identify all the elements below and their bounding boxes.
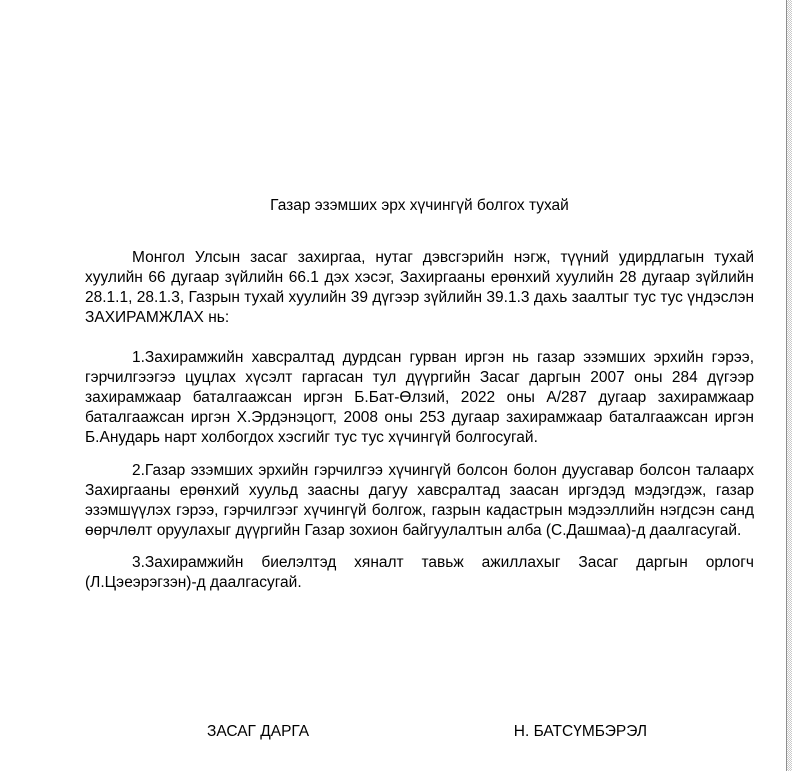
- signature-block: [85, 723, 754, 741]
- signature-name: Н. БАТСҮМБЭРЭЛ: [513, 723, 647, 740]
- paragraph-clause-1: 1.Захирамжийн хавсралтад дурдсан гурван иргэн нь газар эзэмших эрхийн гэрээ, гэрчилгээгээ цуцлах хүсэлт гаргасан тул дүүргийн Засаг даргын 2007 оны 284 дүгээр захирамжаар баталгаажсан иргэн Б.Бат-Өлзий, 2022 оны А/287 дугаар захирамжаар баталгаажсан иргэн Х.Эрдэнэцогт, 2008 оны 253 дугаар захирамжаар баталгаажсан иргэн Б.Анударь нарт холбогдох хэсгийг тус тус хүчингүй болгосугай.: [85, 349, 754, 446]
- page-right-edge: [786, 0, 792, 771]
- signature-role: ЗАСАГ ДАРГА: [207, 723, 310, 740]
- document-title: Газар эзэмших эрх хүчингүй болгох тухай: [270, 197, 569, 214]
- paragraph-clause-2: 2.Газар эзэмших эрхийн гэрчилгээ хүчингүй болсон болон дуусгавар болсон талаарх Захиргааны ерөнхий хуульд заасны дагуу хавсралтад заасан иргэдэд мэдэгдэж, газар эзэмшүүлэх гэрээ, гэрчилгээг хүчингүй болгож, газрын кадастрын мэдээллийн нэгдсэн санд өөрчлөлт оруулахыг дүүргийн Газар зохион байгуулалтын алба (С.Дашмаа)-д даалгасугай.: [85, 462, 754, 539]
- paragraph-clause-3: 3.Захирамжийн биелэлтэд хяналт тавьж ажиллахыг Засаг даргын орлогч (Л.Цэеэрэгзэн)-д даалгасугай.: [85, 554, 754, 591]
- paragraph-legal-basis: Монгол Улсын засаг захиргаа, нутаг дэвсгэрийн нэгж, түүний удирдлагын тухай хуулийн 66 дугаар зүйлийн 66.1 дэх хэсэг, Захиргааны ерөнхий хуулийн 28 дугаар зүйлийн 28.1.1, 28.1.3, Газрын тухай хуулийн 39 дүгээр зүйлийн 39.1.3 дахь заалтыг тус тус үндэслэн ЗАХИРАМЖЛАХ нь:: [85, 249, 754, 326]
